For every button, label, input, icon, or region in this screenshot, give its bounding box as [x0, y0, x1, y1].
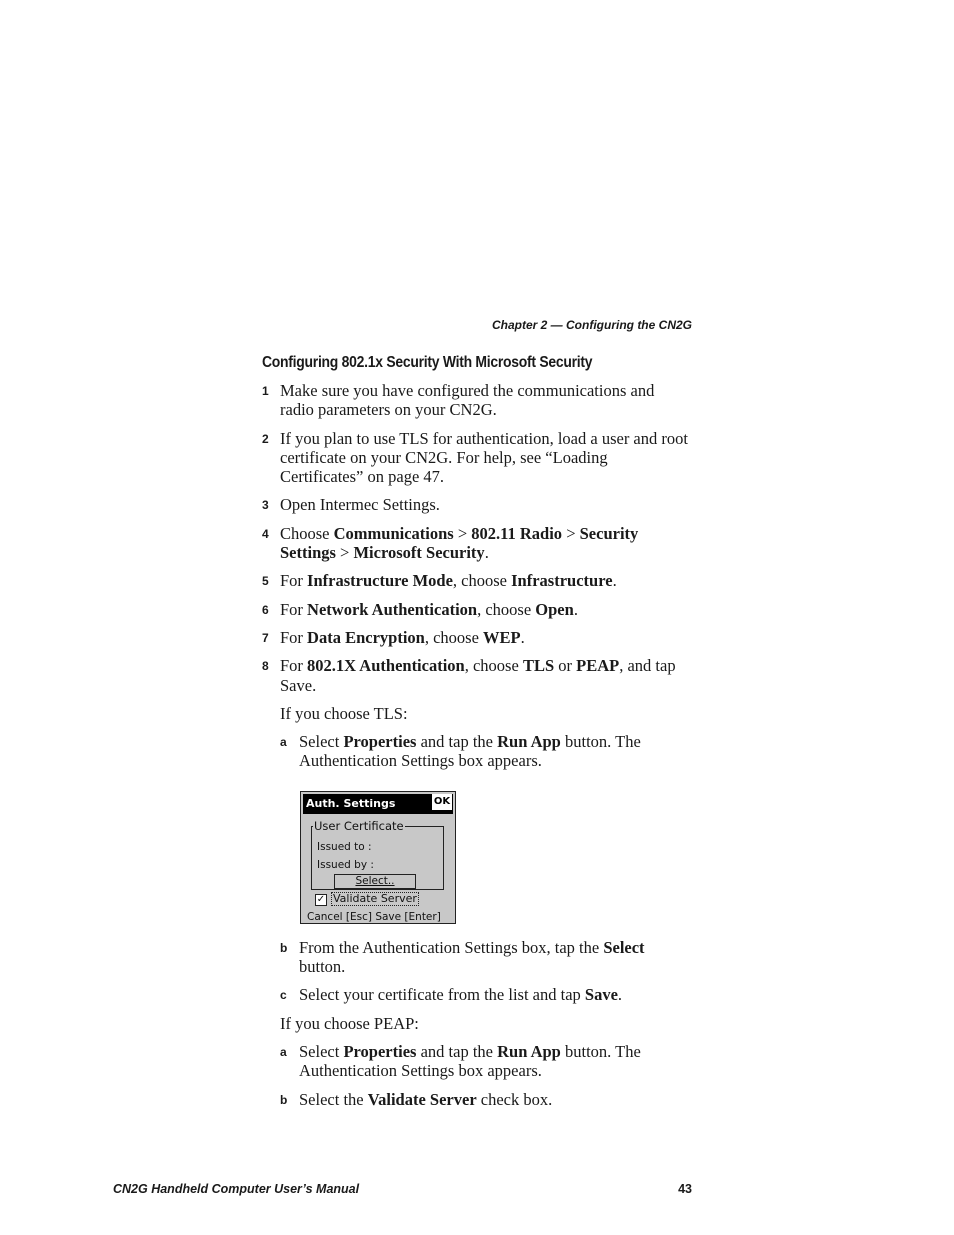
ok-button[interactable]: OK	[432, 794, 452, 810]
substep-letter: a	[280, 735, 287, 750]
peap-substep-b	[262, 1090, 692, 1109]
bold-term: TLS	[522, 656, 555, 676]
peap-substep-a	[262, 1042, 692, 1081]
select-button-label: Select..	[355, 874, 395, 887]
bold-term: Security Settings	[280, 523, 639, 563]
select-button[interactable]	[334, 874, 416, 889]
substep-text: button.	[299, 957, 346, 977]
section-title: Configuring 802.1x Security With Microsoft Security	[262, 354, 593, 371]
step-number: 6	[262, 602, 269, 617]
tls-substep-a	[262, 732, 692, 771]
step-4	[262, 524, 692, 563]
tls-substep-c	[262, 985, 692, 1004]
step-2	[262, 429, 692, 487]
bold-term: Open	[535, 599, 574, 619]
substep-letter: b	[280, 1092, 288, 1107]
bold-term: Infrastructure	[511, 571, 613, 591]
step-text: If you plan to use TLS for authentication, load a user and root certificate on your CN2G. For help, see “Loading Certificates” on page 47.	[280, 428, 688, 487]
step-number: 3	[262, 498, 269, 513]
issued-to-label: Issued to :	[317, 840, 372, 853]
bold-term: Properties	[343, 1041, 417, 1061]
step-text: Make sure you have configured the communications and radio parameters on your CN2G.	[280, 381, 655, 420]
step-text: >	[453, 523, 472, 543]
step-number: 7	[262, 630, 269, 645]
chapter-header: Chapter 2 — Configuring the CN2G	[491, 318, 692, 332]
bold-term: Network Authentication	[307, 599, 478, 619]
bold-term: Save	[584, 985, 618, 1005]
step-text: , choose	[424, 627, 484, 647]
substep-text: check box.	[476, 1089, 553, 1109]
bold-term: 802.11 Radio	[471, 523, 563, 543]
bold-term: Properties	[343, 732, 417, 752]
substep-text: From the Authentication Settings box, tap the	[299, 937, 604, 957]
step-text: >	[562, 523, 580, 543]
step-text: Choose	[280, 523, 334, 543]
bold-term: Microsoft Security	[353, 543, 485, 563]
bold-term: WEP	[483, 627, 521, 647]
bold-term: Infrastructure Mode	[307, 571, 453, 591]
bold-term: Select	[603, 937, 645, 957]
group-label: User Certificate	[313, 817, 405, 836]
step-text: .	[573, 599, 578, 619]
substep-text: Select your certificate from the list and tap	[299, 985, 585, 1005]
dialog-footer: Cancel [Esc] Save [Enter]	[307, 910, 441, 923]
step-text: .	[520, 627, 525, 647]
step-text: , choose	[464, 656, 523, 676]
step-number: 2	[262, 431, 269, 446]
auth-settings-dialog	[300, 791, 456, 924]
substep-text: Select	[299, 1041, 344, 1061]
step-6	[262, 600, 692, 619]
page-number: 43	[678, 1182, 692, 1196]
manual-title: CN2G Handheld Computer User’s Manual	[113, 1182, 360, 1196]
bold-term: Validate Server	[367, 1089, 477, 1109]
substep-text: button. The Authentication Settings box appears.	[299, 1041, 641, 1081]
dialog-title: Auth. Settings	[303, 794, 453, 814]
step-number: 1	[262, 384, 269, 398]
peap-intro: If you choose PEAP:	[280, 1013, 419, 1033]
step-8	[262, 656, 692, 695]
step-text: Open Intermec Settings.	[280, 495, 440, 515]
step-text: For	[280, 599, 308, 619]
instructions	[262, 381, 692, 1118]
substep-text: and tap the	[416, 732, 498, 752]
bold-term: Run App	[497, 732, 561, 752]
step-number: 8	[262, 659, 269, 674]
substep-text: .	[617, 985, 623, 1005]
step-3	[262, 495, 692, 514]
step-1	[262, 381, 692, 420]
step-text: >	[335, 543, 354, 563]
step-5	[262, 571, 692, 590]
bold-term: Data Encryption	[307, 627, 425, 647]
step-number: 5	[262, 574, 269, 589]
substep-text: Select	[299, 732, 344, 752]
step-text: For	[280, 571, 308, 591]
step-number: 4	[262, 526, 269, 541]
step-text: or	[554, 656, 577, 676]
step-text: .	[484, 543, 489, 563]
auth-settings-screenshot-wrap	[262, 791, 692, 924]
step-text: For	[280, 656, 308, 676]
step-text: , and tap Save.	[280, 656, 676, 695]
tls-intro: If you choose TLS:	[280, 703, 408, 723]
tls-substep-b	[262, 938, 692, 977]
bold-term: Communications	[333, 523, 454, 543]
step-text: , choose	[477, 599, 536, 619]
step-text: , choose	[452, 571, 512, 591]
bold-term: Run App	[497, 1041, 561, 1061]
bold-term: 802.1X Authentication	[307, 656, 465, 676]
substep-letter: c	[280, 988, 287, 1003]
substep-text: button. The Authentication Settings box appears.	[299, 732, 641, 771]
bold-term: PEAP	[576, 656, 620, 676]
step-text: .	[612, 571, 617, 591]
step-text: For	[280, 627, 308, 647]
substep-letter: b	[280, 940, 288, 955]
substep-text: Select the	[299, 1089, 368, 1109]
step-7	[262, 628, 692, 647]
substep-text: and tap the	[416, 1041, 498, 1061]
validate-server-checkbox[interactable]: ✓	[316, 893, 326, 905]
substep-letter: a	[280, 1044, 287, 1059]
issued-by-label: Issued by :	[317, 858, 374, 871]
validate-server-label: Validate Server	[333, 891, 417, 905]
